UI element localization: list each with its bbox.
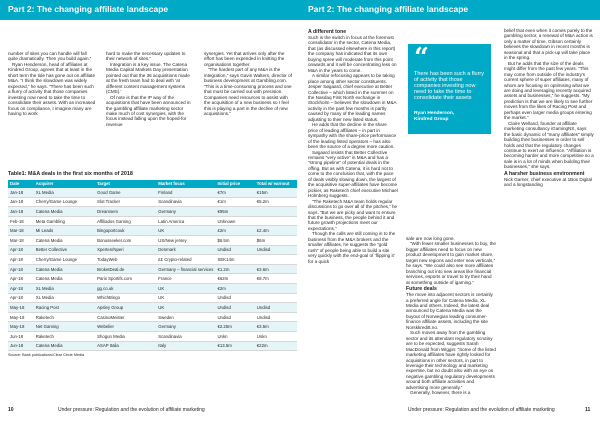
table-cell: CasinoMeister bbox=[95, 312, 156, 322]
section-heading: A harsher business environment bbox=[504, 170, 585, 177]
table-cell: Apr-18 bbox=[8, 264, 34, 274]
page-header-title: Part 2: The changing affiliate landscape bbox=[8, 4, 169, 14]
table-row bbox=[8, 331, 297, 341]
table-cell: Paris Sportifs.com bbox=[95, 274, 156, 284]
table-cell: $6.5m bbox=[215, 235, 254, 245]
table-header-row bbox=[8, 180, 297, 188]
body-paragraph: The move into adjacent sectors is certainly a preferred angle for Catena Media, XL Media and others. Indeed, the latest deal announced by Catena Media was the buyout of Norwegian leading consumer-finance affiliate assets, including the site Norskkreditt.no. bbox=[406, 292, 493, 330]
table-cell: €8.7m bbox=[255, 274, 297, 284]
table-cell: Raketech bbox=[34, 331, 95, 341]
body-paragraph: sale are now long gone. bbox=[406, 236, 455, 241]
table-cell: TodayWeb bbox=[95, 255, 156, 265]
body-column-3 bbox=[504, 28, 594, 188]
table-row bbox=[8, 235, 297, 245]
body-column-2 bbox=[406, 236, 496, 396]
body-paragraph: But he adds that the size of the deals might differ from the past few years. “This may come from outside of the industry’s current sphere of super affiliates, many of whom are focusing on optimising what we are doing and leveraging recently acquired assets and businesses,” he suggests. “My prediction is that we are likely to see further moves from the likes of Racing Post and perhaps even larger media groups entering the market.” bbox=[504, 60, 593, 121]
table-header-cell: Initial price bbox=[215, 180, 254, 188]
table-cell: €5.2m bbox=[255, 197, 297, 207]
body-paragraph: synergies. Yet that arrives only after the effort has been expended in knitting the organisations together. bbox=[204, 51, 285, 67]
table-cell: Racing Post bbox=[34, 303, 95, 313]
table-cell bbox=[255, 207, 297, 217]
body-paragraph: “With fewer smaller businesses to buy, the bigger affiliates need to focus on new product development to gain market share, target new regions and enter new verticals,” he says. “We could also see more affiliates branching out into new areas like financial services, esports or travel to try their hand at something outside of igaming.” bbox=[406, 241, 496, 285]
quote-author-org: Kindred Group bbox=[414, 116, 449, 122]
body-paragraph: Of note is that the IP way of the acquisitions that have been announced in the gambling affiliate marketing sector make much of cost synergies, with the focus instead falling upon the hoped-for revenue bbox=[106, 94, 191, 127]
body-column-1 bbox=[8, 51, 96, 116]
table-row bbox=[8, 341, 297, 351]
table-cell: UK bbox=[156, 226, 215, 236]
table-cell: €62m bbox=[215, 274, 254, 284]
table-cell: £2m bbox=[215, 226, 254, 236]
table-header-cell: Date bbox=[8, 180, 34, 188]
table-cell: €2.25m bbox=[215, 322, 254, 332]
table-cell: May-18 bbox=[8, 312, 34, 322]
table-title: Table1: M&A deals in the first six months of 2018 bbox=[8, 171, 133, 177]
table-cell: Germany bbox=[156, 322, 215, 332]
table-row bbox=[8, 207, 297, 217]
table-row bbox=[8, 226, 297, 236]
body-paragraph: A similar refocusing appears to be taking place among other sector constituents. Jesper Søgaard, chief executive at Better Collective – which listed in the summer on the Nasdaq First North exchange in Stockholm – believes the slowdown in M&A activity in the past few months is partly caused by many of the leading names adjusting to their new listed status. bbox=[308, 73, 397, 122]
table-header-cell: Target bbox=[95, 180, 156, 188]
table-cell: Undisd bbox=[255, 245, 297, 255]
quote-text: There has been such a flurry of activity that those companies investing now need to take the time to consolidate their assets bbox=[414, 71, 485, 102]
table-cell: Germany – financial services bbox=[156, 264, 215, 274]
body-paragraph: Nick Garner, chief executive at 1Box Digital and a longstanding bbox=[504, 176, 593, 188]
section-heading: Future deals bbox=[406, 286, 437, 293]
table-cell: Catena Media bbox=[34, 207, 95, 217]
header-band bbox=[300, 0, 600, 20]
table-cell: €1m bbox=[215, 197, 254, 207]
body-paragraph: number of sites you can handle will fall quite dramatically. Then you build again.” bbox=[8, 51, 92, 62]
table-cell: Affiliados Gaming bbox=[95, 216, 156, 226]
table-cell bbox=[255, 216, 297, 226]
table-cell: WhichBingo bbox=[95, 293, 156, 303]
quote-author-name: Ryan Henderson, bbox=[414, 111, 455, 116]
table-cell: Denmark bbox=[156, 245, 215, 255]
body-paragraph: Søgaard insists that Better Collective remains “very active” in M&A and has a “strong pipeline” of potential deals in the offing. But as with Catena, it is hard not to come to the conclusion that, with the pace of deals visibly slowing down, the largest of the acquisitive super-affiliates have become pickier, as Raketech chief executive Michael Holmberg suggests. bbox=[308, 149, 398, 199]
table-cell bbox=[255, 283, 297, 293]
table-cell: France bbox=[156, 274, 215, 284]
table-row bbox=[8, 216, 297, 226]
table-cell: £2.4m bbox=[255, 226, 297, 236]
body-paragraph: “The hardest part of any M&A is the integration,” says Gavin Walters, director of business development at Gambling.com. “This is a time-consuming process and one that must be carried out with precision. Companies need resources to assist with the acquisition of a new business so I feel this is playing a part in the decline of new acquisitions.” bbox=[204, 67, 292, 116]
footer-text: Under pressure: Regulation and the evolution of affiliate marketing bbox=[408, 407, 555, 413]
table-cell: Sweden bbox=[156, 312, 215, 322]
table-row bbox=[8, 312, 297, 322]
table-cell: Undisd bbox=[255, 303, 297, 313]
table-cell: Jan-18 bbox=[8, 207, 34, 217]
table-cell: Apr-18 bbox=[8, 245, 34, 255]
table-cell: Net Gaming bbox=[34, 322, 95, 332]
quote-author bbox=[414, 111, 489, 122]
body-paragraph: Ryan Henderson, head of affiliates at Kindred Group, agrees that at least in the short term the tide has gone out on affiliate M&A. “I think the slowdown was widely expected,” he says. “There has been such a flurry of activity that those companies investing now need to take the time to consolidate their assets. With an increased focus on compliance, I imagine many are having to work bbox=[8, 61, 96, 116]
page-number: 11 bbox=[585, 407, 591, 413]
table-cell: Catena Media bbox=[34, 235, 95, 245]
table-cell: Meta Gambling bbox=[34, 216, 95, 226]
table-cell: ££ Crypto-related bbox=[156, 255, 215, 265]
table-cell: Apsley Group bbox=[95, 303, 156, 313]
table-cell: Undisd bbox=[255, 312, 297, 322]
table-cell: $6m bbox=[255, 235, 297, 245]
table-cell: Feb-18 bbox=[8, 216, 34, 226]
table-cell: gg.co.uk bbox=[95, 283, 156, 293]
table-cell: Bonusseeker.com bbox=[95, 235, 156, 245]
table-cell: €2m bbox=[215, 283, 254, 293]
deals-table-block bbox=[8, 171, 297, 357]
table-row bbox=[8, 255, 297, 265]
table-cell: Finland bbox=[156, 188, 215, 198]
footer-text: Under pressure: Regulation and the evolution of affiliate marketing bbox=[58, 407, 205, 413]
body-paragraph: He adds that the decline in the share price of leading affiliates – in part in sympathy with the share-price performance of the leading listed operators – has also been the source of a degree more caution. bbox=[308, 122, 397, 150]
table-cell: Xperten/Nperi bbox=[95, 245, 156, 255]
pull-quote bbox=[408, 44, 491, 134]
table-header-cell: Total w/ earnout bbox=[255, 180, 297, 188]
table-cell bbox=[255, 293, 297, 303]
table-cell: Latin America bbox=[156, 216, 215, 226]
table-cell: Unkn bbox=[215, 331, 254, 341]
table-cell: Catena Media bbox=[34, 264, 95, 274]
table-cell: Apr-18 bbox=[8, 293, 34, 303]
deals-table bbox=[8, 180, 297, 351]
table-row bbox=[8, 188, 297, 198]
table-cell: May-18 bbox=[8, 303, 34, 313]
table-cell: €3.5m bbox=[255, 322, 297, 332]
table-cell: Scandinavia bbox=[156, 197, 215, 207]
body-paragraph: “The Raketech M&A team holds regular discussions to go over all of the pitches,” he says. “But we are picky and want to ensure that the business, the people behind it and future growth projections meet our expectations.” bbox=[308, 198, 398, 231]
table-cell: Jan-18 bbox=[8, 197, 34, 207]
table-cell: US/New jersey bbox=[156, 235, 215, 245]
table-row bbox=[8, 245, 297, 255]
table-cell: Mar-18 bbox=[8, 226, 34, 236]
table-cell: ASAP Italia bbox=[95, 341, 156, 351]
body-paragraph: Integration is a key issue. The Catena Media Capital Markets Day presentation pointed out that the 36 acquisitions made at the fresh team had to deal with 'at different content management systems (CMS).' bbox=[106, 61, 190, 95]
body-column-1 bbox=[308, 28, 398, 264]
table-cell: Better Collective bbox=[34, 245, 95, 255]
body-paragraph: belief that even when it comes purely to the gambling sector, a renewal of M&A action is only a matter of time. Gibson certainly believes the slowdown in recent months is seasonal and that a pick-up will take place in the spring. bbox=[504, 28, 593, 61]
body-paragraph: Such is the switch in focus at the foremost consolidator in the sector, Catena Media, that (as discussed elsewhere in this report) the company has indicated that its own buying spree will moderate from this point onwards and it will be concentrating less on M&A in the years to come. bbox=[308, 35, 397, 73]
table-cell: €95m bbox=[215, 207, 254, 217]
table-cell: €7m bbox=[215, 188, 254, 198]
table-cell: UK bbox=[156, 293, 215, 303]
body-paragraph: hard to make the necessary updates to their network of sites.” bbox=[106, 51, 186, 62]
table-body bbox=[8, 188, 297, 351]
table-cell: UK bbox=[156, 303, 215, 313]
table-cell: XL Media bbox=[34, 283, 95, 293]
body-paragraph: Such moves away from the gambling sector and its attendant regulatory scrutiny are to be expected, suggests Sarah MacDonald from Wiggin: “Some of the listed marketing affiliates have rightly looked for acquisitions in other sectors, in part to leverage their technology and marketing expertise, but no doubt also with an eye on negative gambling regulatory developments around both affiliate activities and advertising more generally.” bbox=[406, 330, 496, 390]
table-cell: Raketech bbox=[34, 312, 95, 322]
table-cell: Undisd bbox=[215, 303, 254, 313]
table-cell: XL Media bbox=[34, 188, 95, 198]
table-cell: XL Media bbox=[34, 293, 95, 303]
table-cell: Undisd bbox=[215, 293, 254, 303]
table-row bbox=[8, 264, 297, 274]
table-cell: €1.2m bbox=[215, 264, 254, 274]
table-cell: UK bbox=[156, 283, 215, 293]
table-cell: Catena Media bbox=[34, 341, 95, 351]
table-cell: Slot Tracker bbox=[95, 197, 156, 207]
body-paragraph: Though the calls are still coming in to the business from the M&A brokers and the smaller affiliates, he suggests the “gold rush” of people being able to build a site very quickly with the end-goal of ‘flipping it’ for a quick bbox=[308, 231, 396, 264]
body-column-2 bbox=[106, 51, 194, 127]
table-cell: Shogun Media bbox=[95, 331, 156, 341]
table-cell: €15m bbox=[255, 188, 297, 198]
body-paragraph: Claire Welland, founder at affiliate marketing consultancy iGamingNX, says the basic dynamic of “many affiliates” simply building their businesses in order to sell holds and that the regulatory changes continue to exert an influence. “Affiliation is becoming harder and more competitive so a sale is in a lot of minds when building their businesses,” she says. bbox=[504, 120, 594, 170]
table-cell: Jun-18 bbox=[8, 331, 34, 341]
table-cell: Jan-18 bbox=[8, 188, 34, 198]
table-cell: Unkn bbox=[255, 331, 297, 341]
table-cell: Cherry/Game Lounge bbox=[34, 255, 95, 265]
table-cell: BroketDeal.de bbox=[95, 264, 156, 274]
table-cell: Cherry/Game Lounge bbox=[34, 197, 95, 207]
body-column-3 bbox=[204, 51, 294, 116]
table-cell: Undisd bbox=[215, 245, 254, 255]
table-header-cell: Market focus bbox=[156, 180, 215, 188]
header-band bbox=[0, 0, 300, 20]
table-cell: Good Game bbox=[95, 188, 156, 198]
table-cell: €22m bbox=[255, 341, 297, 351]
table-cell: Webelier bbox=[95, 322, 156, 332]
table-cell: Apr-18 bbox=[8, 283, 34, 293]
table-cell: Italy bbox=[156, 341, 215, 351]
right-page bbox=[300, 0, 600, 424]
page-header-title: Part 2: The changing affiliate landscape bbox=[308, 4, 469, 14]
body-paragraph: Generally, however, there is a bbox=[410, 390, 471, 396]
table-cell: Dreamserv bbox=[95, 207, 156, 217]
table-row bbox=[8, 293, 297, 303]
table-cell: Catena Media bbox=[34, 274, 95, 284]
table-row bbox=[8, 303, 297, 313]
table-cell: Apr-18 bbox=[8, 274, 34, 284]
table-row bbox=[8, 283, 297, 293]
table-cell: Jun-18 bbox=[8, 341, 34, 351]
table-row bbox=[8, 274, 297, 284]
table-cell: Unknown bbox=[215, 216, 254, 226]
table-cell: Mi Leads bbox=[34, 226, 95, 236]
table-cell: €13.5m bbox=[215, 341, 254, 351]
table-cell: Bingoportcouk bbox=[95, 226, 156, 236]
page-number: 10 bbox=[8, 407, 14, 413]
quote-mark-icon: “ bbox=[414, 43, 429, 73]
table-header-cell: Acquirer bbox=[34, 180, 95, 188]
table-cell: Germany bbox=[156, 207, 215, 217]
table-cell: Undisd bbox=[215, 312, 254, 322]
table-cell: €3.6m bbox=[255, 264, 297, 274]
table-cell: SEK14m bbox=[215, 255, 254, 265]
table-source: Source: Bank publications/Clear Circle Media bbox=[8, 353, 85, 358]
table-row bbox=[8, 197, 297, 207]
table-row bbox=[8, 322, 297, 332]
table-cell: Mar-18 bbox=[8, 235, 34, 245]
table-cell bbox=[255, 255, 297, 265]
table-cell: Apr-18 bbox=[8, 255, 34, 265]
table-cell: May-18 bbox=[8, 322, 34, 332]
table-cell: Scandinavia bbox=[156, 331, 215, 341]
section-heading: A different tone bbox=[308, 29, 347, 35]
